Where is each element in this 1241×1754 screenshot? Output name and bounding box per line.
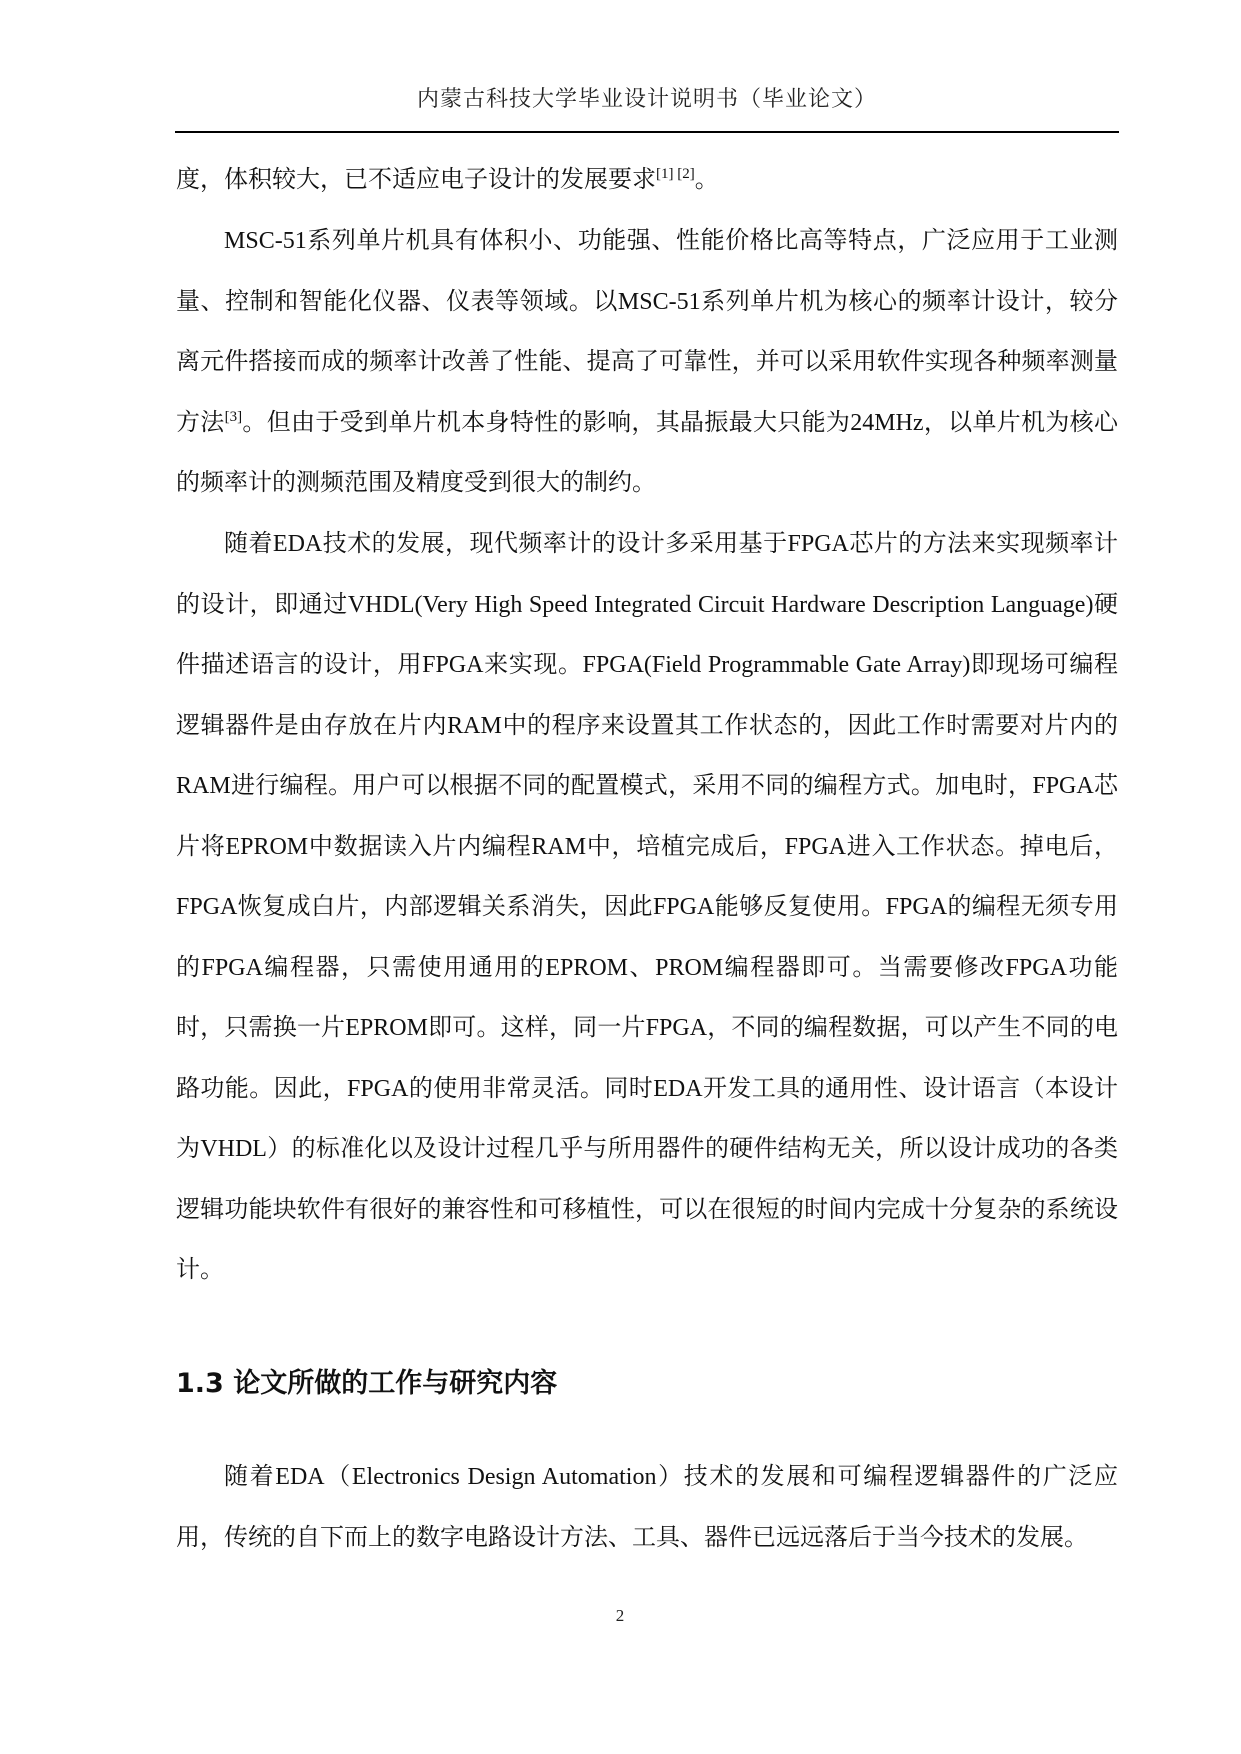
paragraph-fpga bbox=[176, 514, 1118, 1301]
paragraph-text: 随着EDA（Electronics Design Automation）技术的发展和可编程逻辑器件的广泛应用，传统的自下而上的数字电路设计方法、工具、器件已远远落后于当今技术的发展。 bbox=[176, 1464, 1118, 1551]
page-number: 2 bbox=[615, 1606, 625, 1625]
citation-ref: [1] [2] bbox=[656, 166, 695, 182]
section-heading: 1.3 论文所做的工作与研究内容 bbox=[176, 1368, 558, 1399]
paragraph-continuation bbox=[176, 150, 1118, 211]
paragraph-text: 度，体积较大，已不适应电子设计的发展要求 bbox=[176, 167, 656, 193]
paragraph-tail: 。但由于受到单片机本身特性的影响，其晶振最大只能为24MHz，以单片机为核心的频率计的测频范围及精度受到很大的制约。 bbox=[176, 409, 1118, 496]
header-rule bbox=[175, 131, 1119, 133]
citation-ref: [3] bbox=[224, 408, 243, 425]
paragraph-mcs51 bbox=[176, 211, 1118, 514]
paragraph-tail: 。 bbox=[694, 167, 719, 193]
paragraph-eda bbox=[176, 1447, 1118, 1568]
paragraph-text: MSC-51系列单片机具有体积小、功能强、性能价格比高等特点，广泛应用于工业测量、控制和智能化仪器、仪表等领域。以MSC-51系列单片机为核心的频率计设计，较分离元件搭接而成的频率计改善了性能、提高了可靠性，并可以采用软件实现各种频率测量方法 bbox=[176, 228, 1118, 436]
page-header: 内蒙古科技大学毕业设计说明书（毕业论文） bbox=[416, 86, 877, 111]
paragraph-text: 随着EDA技术的发展，现代频率计的设计多采用基于FPGA芯片的方法来实现频率计的设计，即通过VHDL(Very High Speed Integrated Circuit Hardware Description Language)硬件描述语言的设计，用FPGA来实现。FPGA(Field Programmable Gate Array)即现场可编程逻辑器件是由存放在片内RAM中的程序来设置其工作状态的，因此工作时需要对片内的RAM进行编程。用户可以根据不同的配置模式，采用不同的编程方式。加电时，FPGA芯片将EPROM中数据读入片内编程RAM中，培植完成后，FPGA进入工作状态。掉电后，FPGA恢复成白片，内部逻辑关系消失，因此FPGA能够反复使用。FPGA的编程无须专用的FPGA编程器，只需使用通用的EPROM、PROM编程器即可。当需要修改FPGA功能时，只需换一片EPROM即可。这样，同一片FPGA，不同的编程数据，可以产生不同的电路功能。因此，FPGA的使用非常灵活。同时EDA开发工具的通用性、设计语言（本设计为VHDL）的标准化以及设计过程几乎与所用器件的硬件结构无关，所以设计成功的各类逻辑功能块软件有很好的兼容性和可移植性，可以在很短的时间内完成十分复杂的系统设计。 bbox=[176, 531, 1118, 1283]
